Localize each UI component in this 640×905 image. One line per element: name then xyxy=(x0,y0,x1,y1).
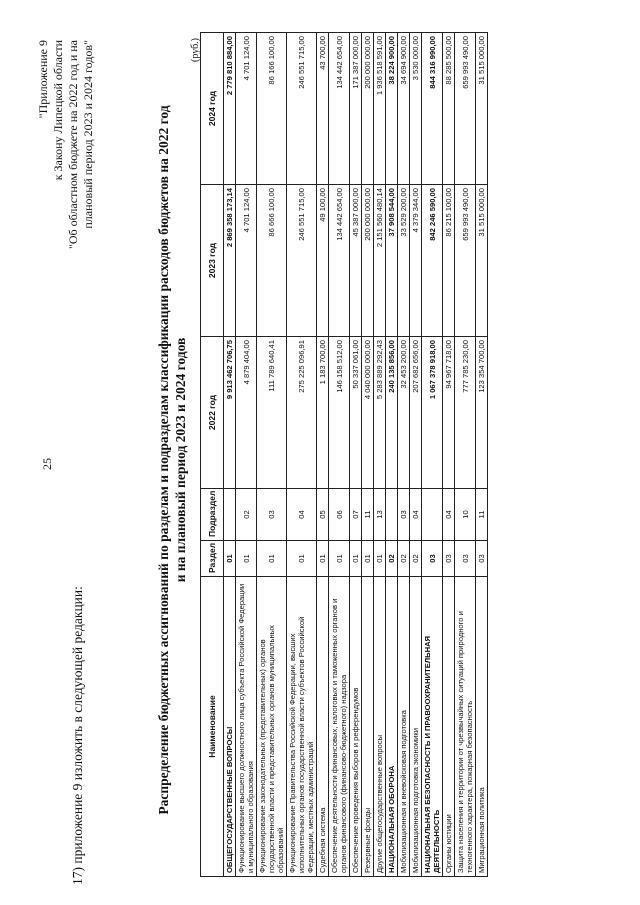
title-line: и на плановый период 2023 и 2024 годов xyxy=(173,337,188,583)
table-row xyxy=(398,33,410,877)
cell-subsection xyxy=(386,489,398,541)
cell-name: Органы юстиции xyxy=(443,577,455,877)
cell-2023: 45 387 000,00 xyxy=(350,185,362,337)
cell-subsection: 13 xyxy=(374,489,386,541)
table-body xyxy=(224,33,488,877)
cell-subsection: 07 xyxy=(350,489,362,541)
cell-2024: 88 285 500,00 xyxy=(443,33,455,185)
cell-2022: 111 789 640,41 xyxy=(257,337,287,489)
cell-2024: 4 701 124,00 xyxy=(236,33,257,185)
annex-line: "Об областном бюджете на 2022 год и на xyxy=(66,40,80,250)
cell-name: Другие общегосударственные вопросы xyxy=(374,577,386,877)
cell-section: 03 xyxy=(476,541,488,577)
cell-2024: 659 993 490,00 xyxy=(455,33,476,185)
cell-name: Резервные фонды xyxy=(362,577,374,877)
cell-2024: 86 166 100,00 xyxy=(257,33,287,185)
col-header-section: Раздел xyxy=(201,541,224,577)
col-header-2024: 2024 год xyxy=(201,33,224,185)
table-row xyxy=(287,33,317,877)
title-line: Распределение бюджетных ассигнований по разделам и подразделам классификации расходов бюджетов на 2022 год xyxy=(156,105,171,815)
cell-2022: 4 879 404,00 xyxy=(236,337,257,489)
table-row xyxy=(443,33,455,877)
cell-name: Мобилизационная и вневойсковая подготовка xyxy=(398,577,410,877)
cell-2022: 777 785 230,00 xyxy=(455,337,476,489)
table-row xyxy=(374,33,386,877)
cell-name: Обеспечение проведения выборов и референдумов xyxy=(350,577,362,877)
cell-2023: 86 666 100,00 xyxy=(257,185,287,337)
cell-2024: 38 224 900,00 xyxy=(386,33,398,185)
cell-name: Обеспечение деятельности финансовых, налоговых и таможенных органов и органов финансового (финансово-бюджетного) надзора xyxy=(329,577,350,877)
cell-section: 02 xyxy=(398,541,410,577)
cell-section: 03 xyxy=(422,541,443,577)
table-row xyxy=(317,33,329,877)
annex-header xyxy=(36,40,96,330)
cell-subsection: 03 xyxy=(398,489,410,541)
table-row xyxy=(257,33,287,877)
cell-2022: 240 135 856,00 xyxy=(386,337,398,489)
cell-name: НАЦИОНАЛЬНАЯ ОБОРОНА xyxy=(386,577,398,877)
annex-line: к Закону Липецкой области xyxy=(51,40,65,181)
cell-subsection: 05 xyxy=(317,489,329,541)
table-row xyxy=(362,33,374,877)
cell-2024: 171 387 000,00 xyxy=(350,33,362,185)
currency-note: (руб.) xyxy=(190,38,201,62)
cell-2022: 207 682 656,00 xyxy=(410,337,422,489)
page-number: 25 xyxy=(40,458,54,470)
budget-table xyxy=(200,32,488,877)
cell-section: 01 xyxy=(287,541,317,577)
cell-2024: 31 515 000,00 xyxy=(476,33,488,185)
cell-subsection: 11 xyxy=(476,489,488,541)
cell-subsection xyxy=(224,489,236,541)
cell-2023: 31 515 000,00 xyxy=(476,185,488,337)
cell-2024: 34 694 900,00 xyxy=(398,33,410,185)
table-row xyxy=(224,33,236,877)
intro-text: 17) приложение 9 изложить в следующей редакции: xyxy=(70,586,85,885)
cell-2024: 844 316 990,00 xyxy=(422,33,443,185)
cell-2023: 2 151 560 480,14 xyxy=(374,185,386,337)
cell-2024: 134 442 654,00 xyxy=(329,33,350,185)
cell-name: НАЦИОНАЛЬНАЯ БЕЗОПАСНОСТЬ И ПРАВООХРАНИТЕЛЬНАЯ ДЕЯТЕЛЬНОСТЬ xyxy=(422,577,443,877)
cell-2024: 43 700,00 xyxy=(317,33,329,185)
cell-subsection: 04 xyxy=(443,489,455,541)
cell-2023: 4 379 344,00 xyxy=(410,185,422,337)
table-header-row xyxy=(201,33,224,877)
cell-2022: 1 183 700,00 xyxy=(317,337,329,489)
cell-2023: 33 529 200,00 xyxy=(398,185,410,337)
cell-2024: 3 530 000,00 xyxy=(410,33,422,185)
cell-subsection: 11 xyxy=(362,489,374,541)
cell-2022: 4 040 000 000,00 xyxy=(362,337,374,489)
cell-name: ОБЩЕГОСУДАРСТВЕННЫЕ ВОПРОСЫ xyxy=(224,577,236,877)
cell-2024: 2 779 810 884,00 xyxy=(224,33,236,185)
table-row xyxy=(410,33,422,877)
table-row xyxy=(455,33,476,877)
cell-2022: 5 283 889 292,43 xyxy=(374,337,386,489)
cell-subsection: 06 xyxy=(329,489,350,541)
cell-2023: 37 908 544,00 xyxy=(386,185,398,337)
cell-2023: 4 701 124,00 xyxy=(236,185,257,337)
cell-2022: 275 225 096,91 xyxy=(287,337,317,489)
cell-2024: 200 000 000,00 xyxy=(362,33,374,185)
cell-section: 01 xyxy=(362,541,374,577)
cell-2023: 246 551 715,00 xyxy=(287,185,317,337)
cell-section: 01 xyxy=(224,541,236,577)
table-row xyxy=(329,33,350,877)
cell-2022: 9 913 462 706,75 xyxy=(224,337,236,489)
cell-section: 02 xyxy=(386,541,398,577)
cell-name: Функционирование высшего должностного лица субъекта Российской Федерации и муниципального образования xyxy=(236,577,257,877)
cell-section: 03 xyxy=(443,541,455,577)
cell-2023: 842 246 590,00 xyxy=(422,185,443,337)
col-header-subsection: Подраздел xyxy=(201,489,224,541)
col-header-name: Наименование xyxy=(201,577,224,877)
cell-2023: 86 215 100,00 xyxy=(443,185,455,337)
annex-line: "Приложение 9 xyxy=(36,40,50,119)
cell-2023: 134 442 654,00 xyxy=(329,185,350,337)
cell-2022: 146 158 512,00 xyxy=(329,337,350,489)
cell-2023: 49 100,00 xyxy=(317,185,329,337)
cell-name: Миграционная политика xyxy=(476,577,488,877)
cell-2022: 94 967 718,00 xyxy=(443,337,455,489)
table-row xyxy=(236,33,257,877)
cell-2024: 246 551 715,00 xyxy=(287,33,317,185)
cell-2022: 50 337 061,00 xyxy=(350,337,362,489)
cell-section: 02 xyxy=(410,541,422,577)
table-row xyxy=(422,33,443,877)
cell-name: Функционирование Правительства Российской Федерации, высших исполнительных органов государственной власти субъектов Российской Федерации, местных администраций xyxy=(287,577,317,877)
cell-section: 01 xyxy=(257,541,287,577)
cell-section: 01 xyxy=(374,541,386,577)
cell-subsection: 03 xyxy=(257,489,287,541)
cell-subsection: 10 xyxy=(455,489,476,541)
cell-subsection: 02 xyxy=(236,489,257,541)
cell-section: 03 xyxy=(455,541,476,577)
document-title xyxy=(155,50,189,870)
cell-subsection: 04 xyxy=(287,489,317,541)
col-header-2022: 2022 год xyxy=(201,337,224,489)
col-header-2023: 2023 год xyxy=(201,185,224,337)
cell-2022: 123 354 700,00 xyxy=(476,337,488,489)
cell-name: Мобилизационная подготовка экономики xyxy=(410,577,422,877)
cell-section: 01 xyxy=(329,541,350,577)
cell-2023: 659 993 490,00 xyxy=(455,185,476,337)
cell-name: Функционирование законодательных (представительных) органов государственной власти и представительных органов муниципальных образований xyxy=(257,577,287,877)
table-row xyxy=(476,33,488,877)
cell-2022: 32 453 200,00 xyxy=(398,337,410,489)
cell-2023: 200 000 000,00 xyxy=(362,185,374,337)
cell-subsection xyxy=(422,489,443,541)
cell-section: 01 xyxy=(317,541,329,577)
cell-name: Защита населения и территории от чрезвычайных ситуаций природного и техногенного характера, пожарная безопасность xyxy=(455,577,476,877)
table-row xyxy=(386,33,398,877)
cell-name: Судебная система xyxy=(317,577,329,877)
cell-subsection: 04 xyxy=(410,489,422,541)
cell-2024: 1 936 518 591,00 xyxy=(374,33,386,185)
table-row xyxy=(350,33,362,877)
cell-section: 01 xyxy=(350,541,362,577)
cell-section: 01 xyxy=(236,541,257,577)
annex-line: плановый период 2023 и 2024 годов" xyxy=(81,40,95,229)
cell-2023: 2 869 358 173,14 xyxy=(224,185,236,337)
cell-2022: 1 067 378 918,00 xyxy=(422,337,443,489)
